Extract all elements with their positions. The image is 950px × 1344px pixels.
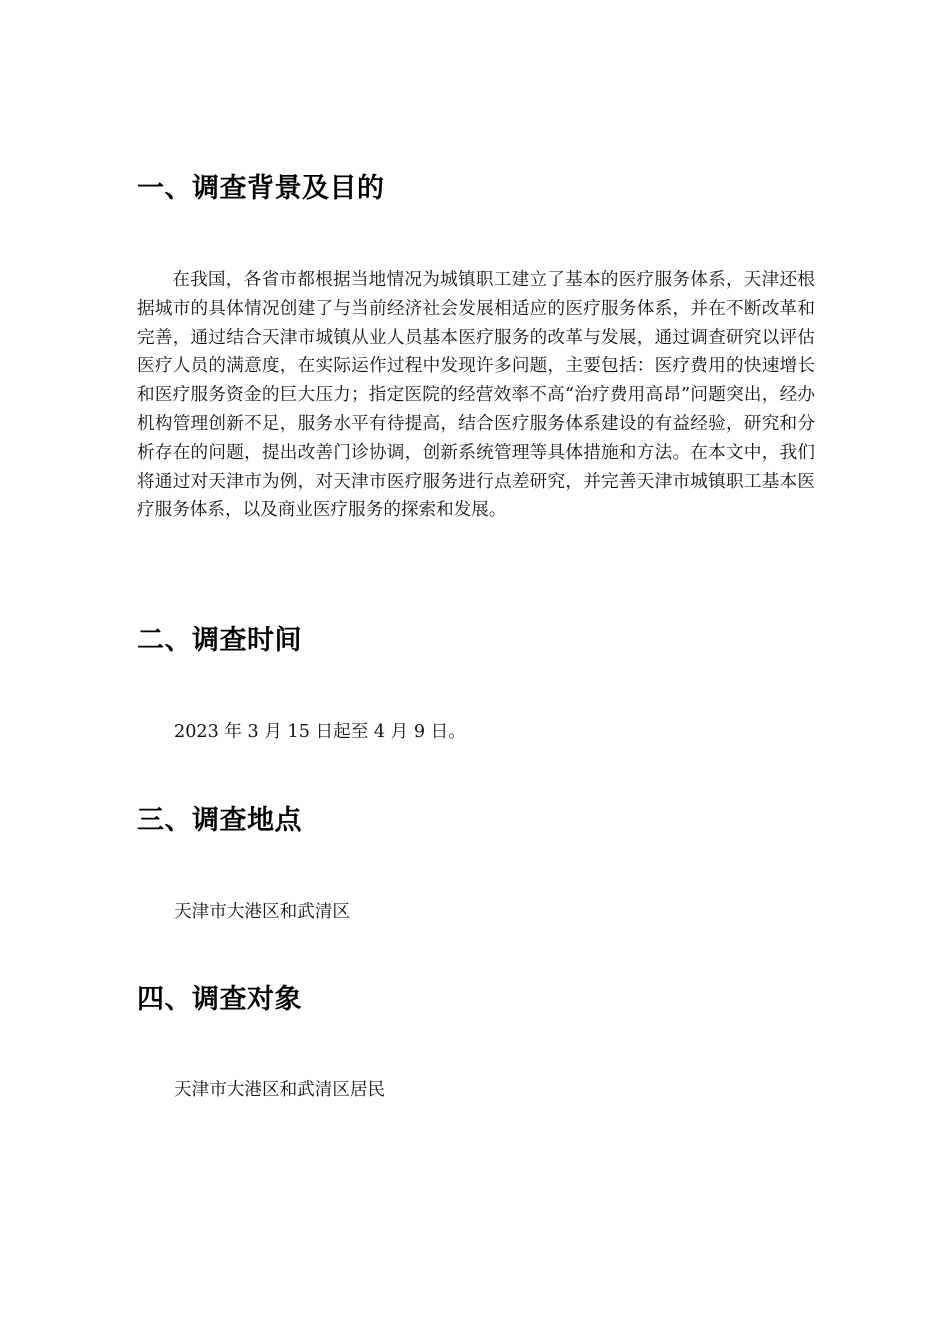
section-text-time: 2023 年 3 月 15 日起至 4 月 9 日。: [174, 722, 466, 742]
section-text-subjects: 天津市大港区和武清区居民: [174, 1080, 386, 1100]
section-heading-time: 二、调查时间: [137, 625, 302, 656]
section-text-location: 天津市大港区和武清区: [174, 902, 350, 922]
section-heading-background: 一、调查背景及目的: [137, 173, 385, 204]
section-text-background: 在我国，各省市都根据当地情况为城镇职工建立了基本的医疗服务体系，天津还根据城市的具体情况创建了与当前经济社会发展相适应的医疗服务体系，并在不断改革和完善，通过结合天津市城镇从业人员基本医疗服务的改革与发展，通过调查研究以评估医疗人员的满意度，在实际运作过程中发现许多问题，主要包括：医疗费用的快速增长和医疗服务资金的巨大压力；指定医院的经营效率不高“治疗费用高昂”问题突出，经办机构管理创新不足，服务水平有待提高，结合医疗服务体系建设的有益经验，研究和分析存在的问题，提出改善门诊协调，创新系统管理等具体措施和方法。在本文中，我们将通过对天津市为例，对天津市医疗服务进行点差研究，并完善天津市城镇职工基本医疗服务体系，以及商业医疗服务的探索和发展。: [137, 270, 815, 521]
section-heading-location: 三、调查地点: [137, 805, 302, 836]
section-heading-subjects: 四、调查对象: [137, 984, 302, 1015]
